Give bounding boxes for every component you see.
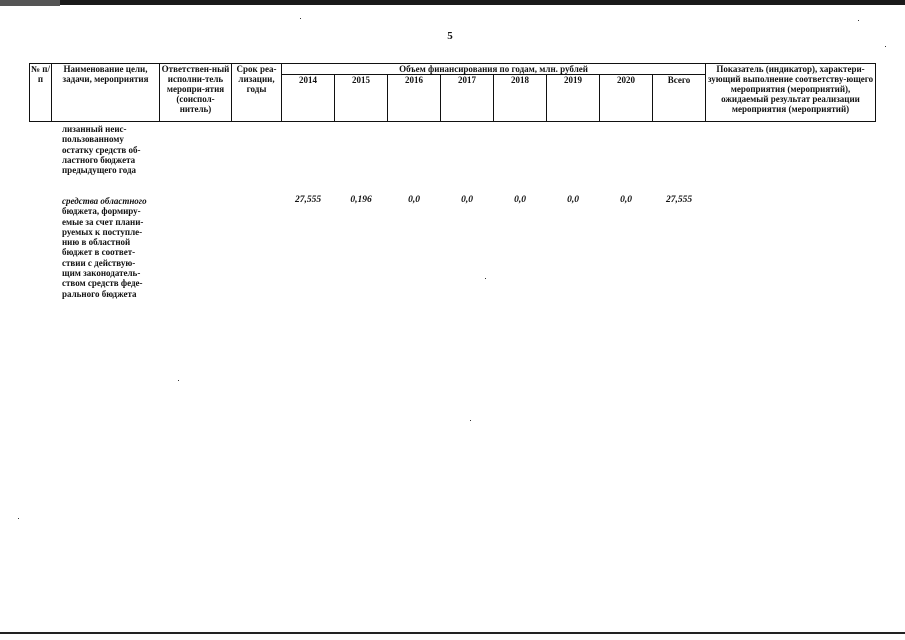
header-funding-group: Объем финансирования по годам, млн. рублей: [282, 64, 706, 75]
header-year-2016: 2016: [388, 75, 441, 122]
header-year-2019: 2019: [547, 75, 600, 122]
text-line: рального бюджета: [62, 288, 137, 299]
scan-speck: [485, 278, 486, 279]
header-year-2015: 2015: [335, 75, 388, 122]
text-line: предыдущего года: [62, 165, 137, 176]
header-year-2017: 2017: [441, 75, 494, 122]
scan-artifact: [0, 0, 60, 6]
value-2017: 0,0: [461, 195, 473, 205]
header-year-2020: 2020: [600, 75, 653, 122]
text-line: нию в областной: [62, 237, 131, 248]
value-total: 27,555: [665, 195, 693, 205]
scan-border-bottom: [0, 632, 905, 634]
text-line: руемых к поступле-: [62, 226, 143, 237]
scan-speck: [18, 518, 19, 519]
value-2014: 27,555: [294, 195, 322, 205]
text-line: пользованному: [62, 134, 124, 145]
text-line: ластного бюджета: [62, 154, 136, 165]
text-line: лизанный неис-: [62, 124, 127, 134]
scan-speck: [858, 20, 859, 21]
value-2015: 0,196: [350, 195, 372, 205]
header-indicator: Показатель (индикатор), характери-зующий выполнение соответству-ющего мероприятия (мероприятий), ожидаемый результат реализации мероприятия (мероприятий): [706, 64, 876, 122]
header-name: Наименование цели, задачи, мероприятия: [52, 64, 160, 122]
text-line-lead: средства областного: [62, 196, 147, 206]
page-number: 5: [447, 30, 453, 42]
text-line: бюджета, формиру-: [62, 206, 141, 217]
text-line: остатку средств об-: [62, 144, 141, 155]
scan-speck: [885, 46, 886, 47]
value-2018: 0,0: [514, 195, 526, 205]
header-year-2018: 2018: [494, 75, 547, 122]
header-term: Срок реа-лизации, годы: [232, 64, 282, 122]
header-year-2014: 2014: [282, 75, 335, 122]
value-2019: 0,0: [567, 195, 579, 205]
scan-border-top: [0, 0, 905, 5]
text-line: емые за счет плани-: [62, 216, 144, 227]
header-responsible: Ответствен-ный исполни-тель меропри-ятия (соиспол-нитель): [160, 64, 232, 122]
header-number: № п/п: [30, 64, 52, 122]
value-2020: 0,0: [620, 195, 632, 205]
text-line: бюджет в соответ-: [62, 247, 136, 258]
row-2-name: [62, 196, 148, 299]
scan-speck: [470, 420, 471, 421]
scan-speck: [178, 380, 179, 381]
value-2016: 0,0: [408, 195, 420, 205]
text-line: щим законодатель-: [62, 268, 141, 279]
header-total: Всего: [653, 75, 706, 122]
scan-speck: [300, 18, 301, 19]
text-line: ством средств феде-: [62, 278, 143, 289]
row-1-name: [62, 124, 148, 175]
funding-table-header: [29, 63, 876, 122]
text-line: ствии с действую-: [62, 257, 136, 268]
